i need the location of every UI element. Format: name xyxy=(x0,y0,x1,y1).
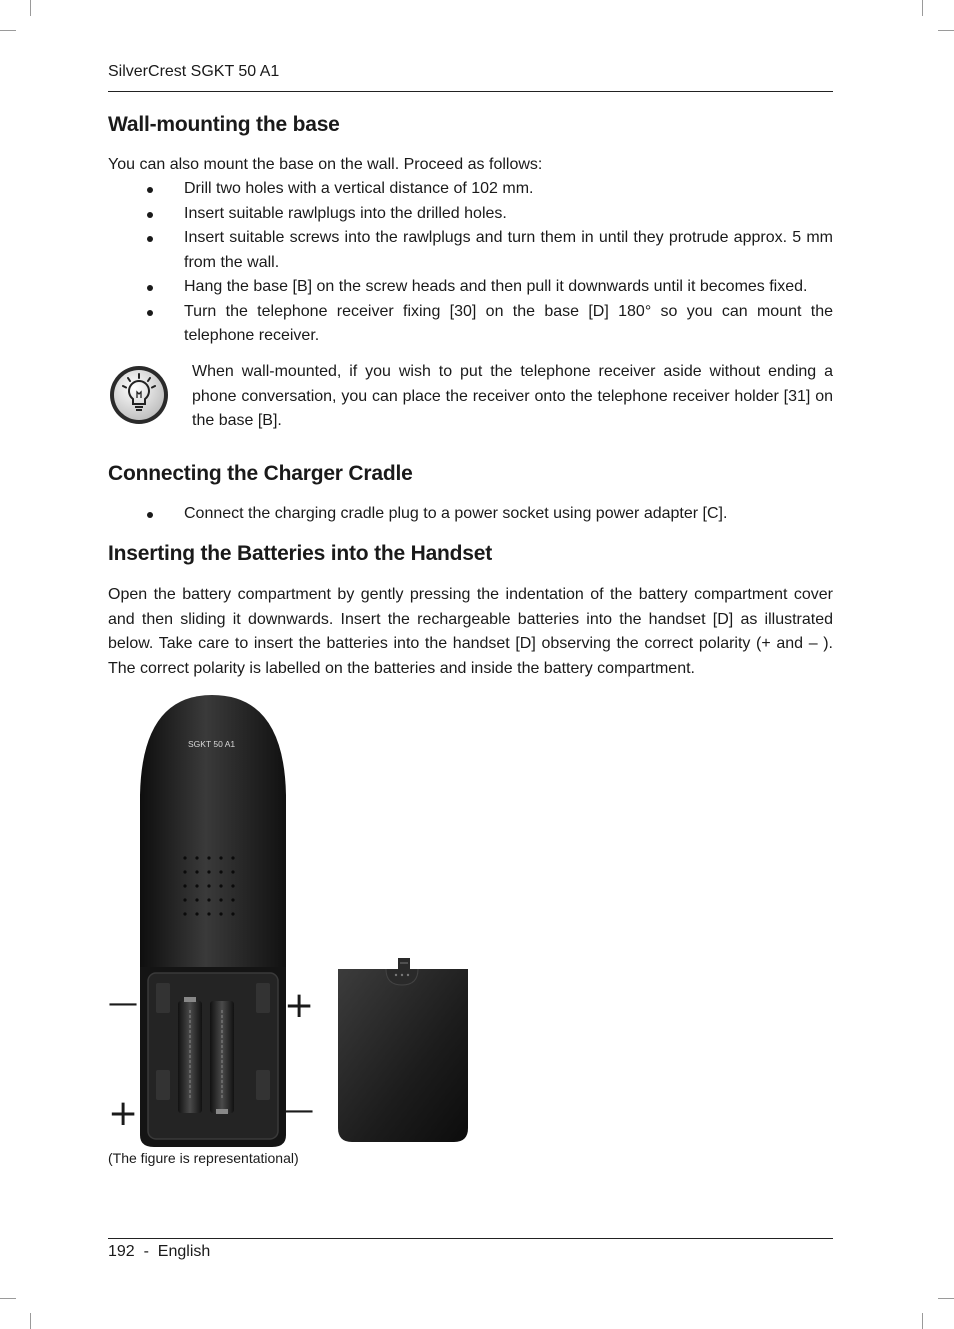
crop-mark xyxy=(922,1313,923,1329)
charger-steps-list xyxy=(108,502,833,527)
polarity-plus-bottom-left: + xyxy=(108,1093,139,1134)
polarity-minus-bottom-right: — xyxy=(284,1093,314,1128)
handset-battery-figure xyxy=(100,695,480,1150)
list-item: Hang the base [B] on the screw heads and then pull it downwards until it becomes fixed. xyxy=(108,275,833,300)
page-header-title: SilverCrest SGKT 50 A1 xyxy=(108,63,280,80)
bullet-icon xyxy=(147,212,153,218)
crop-mark xyxy=(938,30,954,31)
heading-batteries: Inserting the Batteries into the Handset xyxy=(108,542,493,565)
battery-left xyxy=(178,997,202,1113)
crop-mark xyxy=(0,1298,16,1299)
figure-caption: (The figure is representational) xyxy=(108,1150,299,1166)
list-item: Insert suitable rawlplugs into the drilled holes. xyxy=(108,202,833,227)
polarity-plus-top-right: + xyxy=(284,985,315,1026)
battery-cover xyxy=(338,969,468,1142)
heading-wall-mounting: Wall-mounting the base xyxy=(108,113,340,136)
polarity-minus-top-left: — xyxy=(108,986,138,1021)
list-item: Drill two holes with a vertical distance of 102 mm. xyxy=(108,177,833,202)
crop-mark xyxy=(30,1313,31,1329)
page-footer: 192 - English xyxy=(108,1243,211,1260)
footer-rule xyxy=(108,1238,833,1239)
bullet-icon xyxy=(147,285,153,291)
wall-intro: You can also mount the base on the wall. Proceed as follows: xyxy=(108,156,543,173)
bullet-icon xyxy=(147,512,153,518)
battery-right xyxy=(210,1001,234,1114)
heading-charger-cradle: Connecting the Charger Cradle xyxy=(108,462,413,485)
list-item: Insert suitable screws into the rawlplugs and turn them in until they protrude approx. 5 mm from the wall. xyxy=(108,226,833,275)
batteries-paragraph: Open the battery compartment by gently pressing the indentation of the battery compartment cover and then sliding it downwards. Insert the rechargeable batteries into the handset [D] as illustrated below. Take care to insert the batteries into the handset [D] observing the correct polarity (+ and – ). The correct polarity is labelled on the batteries and inside the battery compartment. xyxy=(108,586,833,677)
header-rule xyxy=(108,91,833,92)
lightbulb-tip-icon xyxy=(108,364,170,426)
list-item: Connect the charging cradle plug to a power socket using power adapter [C]. xyxy=(108,502,833,527)
handset-body xyxy=(140,695,286,967)
bullet-icon xyxy=(147,236,153,242)
bullet-icon xyxy=(147,187,153,193)
crop-mark xyxy=(30,0,31,16)
crop-mark xyxy=(938,1298,954,1299)
tip-text: When wall-mounted, if you wish to put the telephone receiver aside without ending a phone conversation, you can place the receiver onto the telephone receiver holder [31] on the base [B]. xyxy=(192,363,833,429)
model-label: SGKT 50 A1 xyxy=(188,739,236,749)
crop-mark xyxy=(922,0,923,16)
crop-mark xyxy=(0,30,16,31)
list-item: Turn the telephone receiver fixing [30] on the base [D] 180° so you can mount the telephone receiver. xyxy=(108,300,833,349)
wall-steps-list xyxy=(108,177,833,349)
bullet-icon xyxy=(147,310,153,316)
